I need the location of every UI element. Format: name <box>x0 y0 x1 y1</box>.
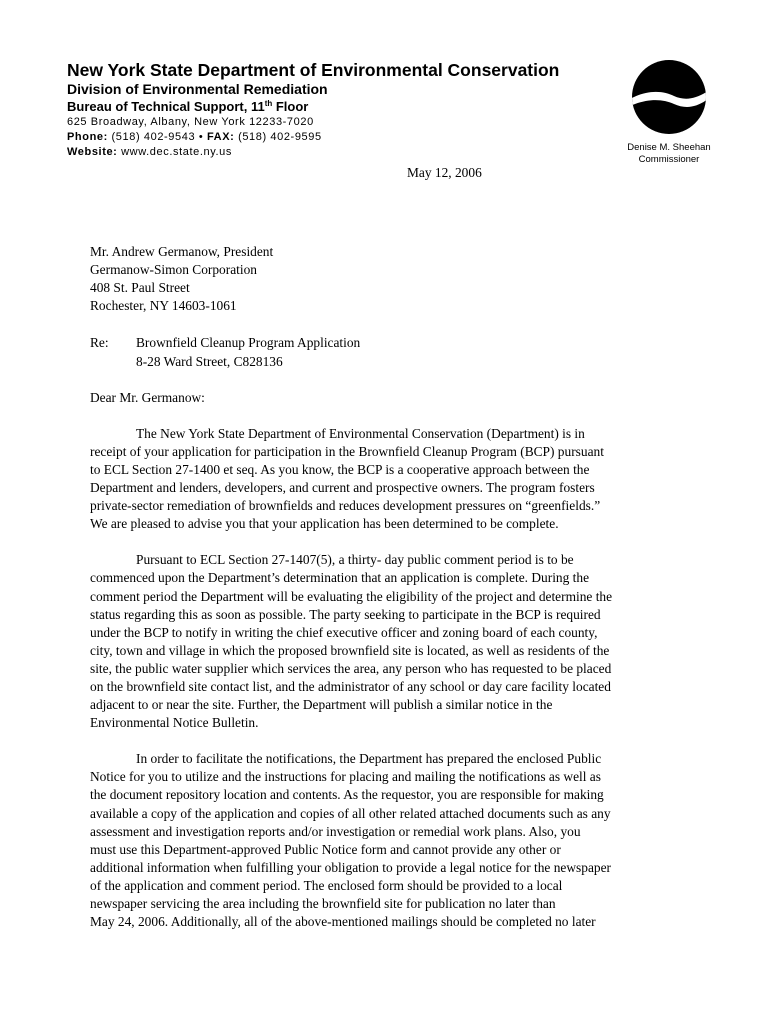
paragraph-line: adjacent to or near the site. Further, the Department will publish a similar notice in the <box>90 697 553 713</box>
paragraph-line: additional information when fulfilling your obligation to provide a legal notice for the newspaper <box>90 859 611 875</box>
website-label: Website: <box>67 146 118 158</box>
recipient-city: Rochester, NY 14603-1061 <box>90 298 237 314</box>
letter-date: May 12, 2006 <box>407 165 482 180</box>
commissioner-name: Denise M. Sheehan <box>627 142 711 153</box>
re-label: Re: <box>90 335 109 351</box>
letter-body <box>90 164 680 931</box>
letterhead <box>67 59 559 160</box>
salutation: Dear Mr. Germanow: <box>90 389 205 405</box>
recipient-company: Germanow-Simon Corporation <box>90 262 257 278</box>
division-name: Division of Environmental Remediation <box>67 81 328 97</box>
paragraph-line: under the BCP to notify in writing the chief executive officer and zoning board of each county, <box>90 624 598 640</box>
paragraph-line: Environmental Notice Bulletin. <box>90 715 259 731</box>
recipient-street: 408 St. Paul Street <box>90 280 190 296</box>
website-url: www.dec.state.ny.us <box>121 146 232 158</box>
subject-program: Brownfield Cleanup Program Application <box>136 335 361 351</box>
paragraph-line: on the brownfield site contact list, and the administrator of any school or day care facility located <box>90 678 611 694</box>
paragraph-line: city, town and village in which the proposed brownfield site is located, as well as residents of the <box>90 642 610 658</box>
fax-label: FAX: <box>206 131 235 143</box>
paragraph-line: Notice for you to utilize and the instructions for placing and mailing the notifications as well as <box>90 769 601 785</box>
paragraph-line: private-sector remediation of brownfields and reduces development pressures on “greenfields.” <box>90 498 601 514</box>
paragraph-application-complete <box>90 425 680 534</box>
paragraph-line: Pursuant to ECL Section 27-1407(5), a thirty- day public comment period is to be <box>136 552 574 568</box>
paragraph-line: available a copy of the application and copies of all other related attached documents such as any <box>90 805 611 821</box>
bureau-floor-suffix: th <box>264 99 273 108</box>
paragraph-line: newspaper servicing the area including the brownfield site for publication no later than <box>90 896 556 911</box>
paragraph-line: to ECL Section 27-1400 et seq. As you know, the BCP is a cooperative approach between the <box>90 461 590 477</box>
paragraph-line: assessment and investigation reports and/or investigation or remedial work plans. Also, you <box>90 823 581 839</box>
website-line <box>67 145 559 160</box>
bureau-name <box>67 98 559 115</box>
paragraph-public-notice <box>90 750 680 931</box>
phone-label: Phone: <box>67 131 108 143</box>
recipient-address <box>90 243 680 315</box>
paragraph-line: status regarding this as soon as possible. The party seeking to participate in the BCP is required <box>90 606 601 622</box>
subject-site: 8-28 Ward Street, C828136 <box>136 353 283 369</box>
paragraph-line: We are pleased to advise you that your application has been determined to be complete. <box>90 516 559 532</box>
recipient-name: Mr. Andrew Germanow, President <box>90 244 274 260</box>
fax-number: (518) 402-9595 <box>238 131 322 143</box>
paragraph-comment-period <box>90 551 680 732</box>
paragraph-line: May 24, 2006. Additionally, all of the above-mentioned mailings should be completed no later <box>90 914 596 930</box>
bureau-prefix: Bureau of Technical Support, 11 <box>67 99 265 114</box>
paragraph-line: In order to facilitate the notifications, the Department has prepared the enclosed Public <box>136 751 602 767</box>
paragraph-line: must use this Department-approved Public Notice form and cannot provide any other or <box>90 841 561 857</box>
paragraph-line: site, the public water supplier which services the area, any person who has requested to be placed <box>90 660 612 676</box>
phone-fax-line <box>67 130 559 145</box>
paragraph-line: of the application and comment period. The enclosed form should be provided to a local <box>90 877 563 893</box>
bureau-suffix: Floor <box>272 99 309 114</box>
commissioner-block <box>617 58 721 166</box>
paragraph-line: The New York State Department of Environmental Conservation (Department) is in <box>136 425 585 441</box>
commissioner-title: Commissioner <box>638 154 700 165</box>
street-address: 625 Broadway, Albany, New York 12233-7020 <box>67 116 314 128</box>
paragraph-line: the document repository location and contents. As the requestor, you are responsible for making <box>90 787 604 803</box>
paragraph-line: commenced upon the Department’s determination that an application is complete. During the <box>90 570 590 586</box>
subject-line <box>90 334 680 370</box>
phone-number: (518) 402-9543 <box>111 131 196 143</box>
subject-text <box>136 334 360 370</box>
paragraph-line: Department and lenders, developers, and current and prospective owners. The program fosters <box>90 480 595 496</box>
organization-name: New York State Department of Environmental Conservation <box>67 60 560 80</box>
paragraph-line: receipt of your application for participation in the Brownfield Cleanup Program (BCP) pursuant <box>90 443 604 459</box>
bullet-separator: • <box>198 131 204 143</box>
paragraph-line: comment period the Department will be evaluating the eligibility of the project and determine the <box>90 588 613 604</box>
dec-logo-icon <box>630 58 708 136</box>
